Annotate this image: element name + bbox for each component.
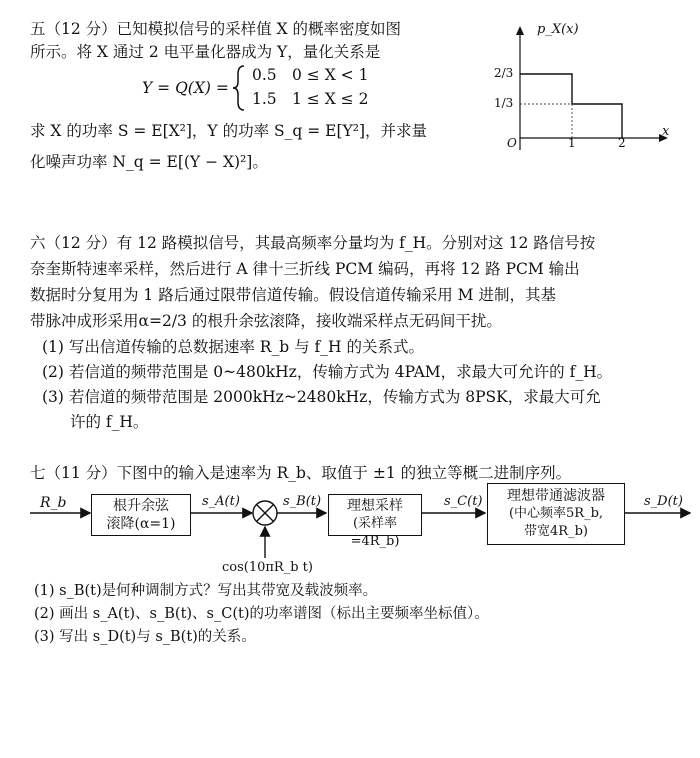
block-bpf-line1: 理想带通滤波器 bbox=[507, 488, 605, 504]
diag-input-label: R_b bbox=[40, 495, 67, 511]
diag-sig-b: s_B(t) bbox=[283, 494, 322, 509]
p6-line4: 带脉冲成形采用α=2/3 的根升余弦滚降，接收端采样点无码间干扰。 bbox=[30, 312, 502, 330]
diag-block-sampler bbox=[328, 494, 422, 549]
diag-carrier: cos(10πR_b t) bbox=[222, 560, 313, 575]
block-rrc-line1: 根升余弦 bbox=[113, 498, 169, 514]
block-bpf-line3: 带宽4R_b) bbox=[524, 524, 588, 539]
p6-line1: 六（12 分）有 12 路模拟信号，其最高频率分量均为 f_H。分别对这 12 路信号按 bbox=[30, 234, 596, 252]
diag-block-rrc bbox=[91, 494, 191, 536]
diag-sig-d: s_D(t) bbox=[644, 494, 683, 509]
pdf-step bbox=[520, 74, 622, 138]
p5-brace bbox=[232, 64, 248, 112]
p5-line3: 求 X 的功率 S = E[X²]，Y 的功率 S_q = E[Y²]，并求量 bbox=[30, 122, 428, 140]
pdf-ytick-high: 2/3 bbox=[494, 66, 514, 80]
block-bpf-line2: (中心频率5R_b, bbox=[508, 506, 604, 521]
block-sampler-line2: (采样率=4R_b) bbox=[350, 516, 400, 549]
diag-block-bpf bbox=[487, 483, 625, 545]
p5-case1-cond: 0 ≤ X < 1 bbox=[292, 66, 369, 84]
p7-q1: (1) s_B(t)是何种调制方式？写出其带宽及载波频率。 bbox=[34, 583, 378, 599]
pdf-xlabel: x bbox=[662, 124, 670, 139]
p5-line1: 五（12 分）已知模拟信号的采样值 X 的概率密度如图 bbox=[30, 20, 402, 38]
p5-eq-lhs: Y = Q(X) = bbox=[142, 79, 229, 97]
pdf-xtick-1: 1 bbox=[568, 136, 576, 150]
p6-q1: (1) 写出信道传输的总数据速率 R_b 与 f_H 的关系式。 bbox=[42, 338, 424, 356]
diag-sig-c: s_C(t) bbox=[444, 494, 483, 509]
p6-q3b: 许的 f_H。 bbox=[70, 413, 149, 431]
p7-line1: 七（11 分）下图中的输入是速率为 R_b、取值于 ±1 的独立等概二进制序列。 bbox=[30, 464, 572, 482]
p6-line3: 数据时分复用为 1 路后通过限带信道传输。假设信道传输采用 M 进制，其基 bbox=[30, 286, 556, 304]
p7-q2: (2) 画出 s_A(t)、s_B(t)、s_C(t)的功率谱图（标出主要频率坐标值）。 bbox=[34, 606, 489, 622]
p6-q2: (2) 若信道的频带范围是 0~480kHz，传输方式为 4PAM，求最大可允许的 f_H。 bbox=[42, 363, 613, 381]
p5-case2-cond: 1 ≤ X ≤ 2 bbox=[292, 90, 369, 108]
block-sampler-line1: 理想采样 bbox=[347, 498, 403, 514]
p5-line4: 化噪声功率 N_q = E[(Y − X)²]。 bbox=[30, 153, 268, 171]
p7-q3: (3) 写出 s_D(t)与 s_B(t)的关系。 bbox=[34, 629, 256, 645]
p5-case1-val: 0.5 bbox=[252, 66, 277, 84]
p5-line2: 所示。将 X 通过 2 电平量化器成为 Y，量化关系是 bbox=[30, 43, 381, 61]
p5-pdf-graph bbox=[490, 20, 680, 160]
pdf-ylabel: p_X(x) bbox=[537, 22, 579, 37]
diag-sig-a: s_A(t) bbox=[202, 494, 240, 509]
pdf-ytick-low: 1/3 bbox=[494, 96, 514, 110]
block-rrc-line2: 滚降(α=1) bbox=[106, 516, 176, 532]
p6-q3a: (3) 若信道的频带范围是 2000kHz~2480kHz，传输方式为 8PSK，求最大可允 bbox=[42, 388, 601, 406]
p5-case2-val: 1.5 bbox=[252, 90, 277, 108]
p6-line2: 奈奎斯特速率采样，然后进行 A 律十三折线 PCM 编码，再将 12 路 PCM 输出 bbox=[30, 260, 580, 278]
pdf-origin: O bbox=[507, 136, 517, 150]
pdf-xtick-2: 2 bbox=[618, 136, 626, 150]
pdf-y-arrow bbox=[516, 26, 524, 35]
